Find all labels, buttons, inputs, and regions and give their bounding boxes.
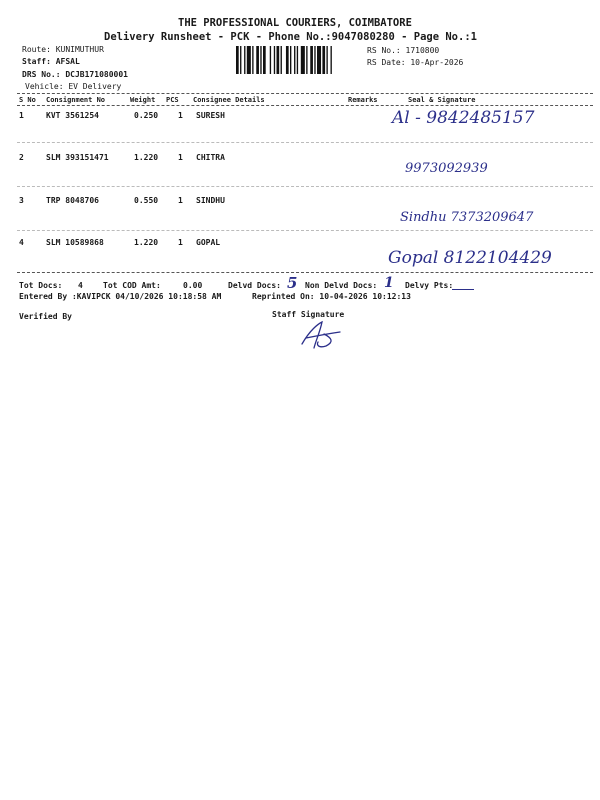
row-4-weight: 1.220 — [134, 238, 159, 247]
verified-by-label: Verified By — [19, 312, 72, 321]
staff-signature-scribble — [296, 320, 346, 352]
col-weight: Weight — [130, 96, 156, 104]
row-2-weight: 1.220 — [134, 153, 159, 162]
company-name: THE PROFESSIONAL COURIERS, COIMBATORE — [178, 17, 412, 29]
runsheet-subtitle: Delivery Runsheet - PCK - Phone No.:9047080280 - Page No.:1 — [104, 31, 477, 43]
non-delvd-handwritten: 1 — [384, 275, 394, 291]
tot-docs-value: 4 — [78, 281, 83, 290]
row-3-sno: 3 — [19, 196, 24, 205]
row-3-consignee: SINDHU — [196, 196, 225, 205]
row-1-consignee: SURESH — [196, 111, 225, 120]
row-4-rule — [17, 272, 593, 273]
col-consignee: Consignee Details — [193, 96, 265, 104]
entered-by: Entered By :KAVIPCK 04/10/2026 10:18:58 AM — [19, 292, 222, 301]
delvy-pts-label: Delvy Pts: — [405, 281, 454, 290]
route-label: Route: KUNIMUTHUR — [22, 45, 104, 54]
row-2-rule — [17, 186, 593, 187]
row-4-consignee: GOPAL — [196, 238, 221, 247]
row-2-consignee: CHITRA — [196, 153, 225, 162]
non-delvd-docs-label: Non Delvd Docs: — [305, 281, 378, 290]
tot-cod-label: Tot COD Amt: — [103, 281, 161, 290]
row-3-weight: 0.550 — [134, 196, 159, 205]
reprinted-on: Reprinted On: 10-04-2026 10:12:13 — [252, 292, 411, 301]
row-2-sno: 2 — [19, 153, 24, 162]
vehicle-label: Vehicle: EV Delivery — [25, 82, 122, 91]
rs-number: RS No.: 1710800 — [367, 46, 440, 55]
row-1-signature: Al - 9842485157 — [392, 108, 535, 128]
barcode-image — [236, 46, 364, 74]
table-header-rule-top — [17, 93, 593, 94]
delvd-docs-label: Delvd Docs: — [228, 281, 281, 290]
row-3-rule — [17, 230, 593, 231]
row-4-signature: Gopal 8122104429 — [388, 248, 552, 268]
staff-label: Staff: AFSAL — [22, 57, 80, 66]
drs-number: DRS No.: DCJB171080001 — [22, 70, 128, 79]
rs-date: RS Date: 10-Apr-2026 — [367, 58, 464, 67]
row-1-weight: 0.250 — [134, 111, 159, 120]
row-1-sno: 1 — [19, 111, 24, 120]
col-seal-signature: Seal & Signature — [408, 96, 476, 104]
delvd-docs-handwritten: 5 — [287, 274, 298, 292]
row-3-signature: Sindhu 7373209647 — [400, 210, 534, 225]
row-2-pcs: 1 — [178, 153, 183, 162]
row-4-pcs: 1 — [178, 238, 183, 247]
row-1-consignment: KVT 3561254 — [46, 111, 99, 120]
row-2-signature: 9973092939 — [405, 161, 488, 176]
row-4-consignment: SLM 10589868 — [46, 238, 104, 247]
tot-cod-value: 0.00 — [183, 281, 203, 290]
row-2-consignment: SLM 393151471 — [46, 153, 109, 162]
tot-docs-label: Tot Docs: — [19, 281, 63, 290]
col-pcs: PCS — [166, 96, 179, 104]
table-header-rule-bottom — [17, 105, 593, 106]
row-1-pcs: 1 — [178, 111, 183, 120]
delvy-pts-blank — [452, 289, 474, 290]
row-3-consignment: TRP 8048706 — [46, 196, 99, 205]
col-sno: S No — [19, 96, 36, 104]
staff-signature-label: Staff Signature — [272, 310, 345, 319]
row-4-sno: 4 — [19, 238, 24, 247]
col-consignment: Consignment No — [46, 96, 106, 104]
col-remarks: Remarks — [348, 96, 378, 104]
row-1-rule — [17, 142, 593, 143]
row-3-pcs: 1 — [178, 196, 183, 205]
